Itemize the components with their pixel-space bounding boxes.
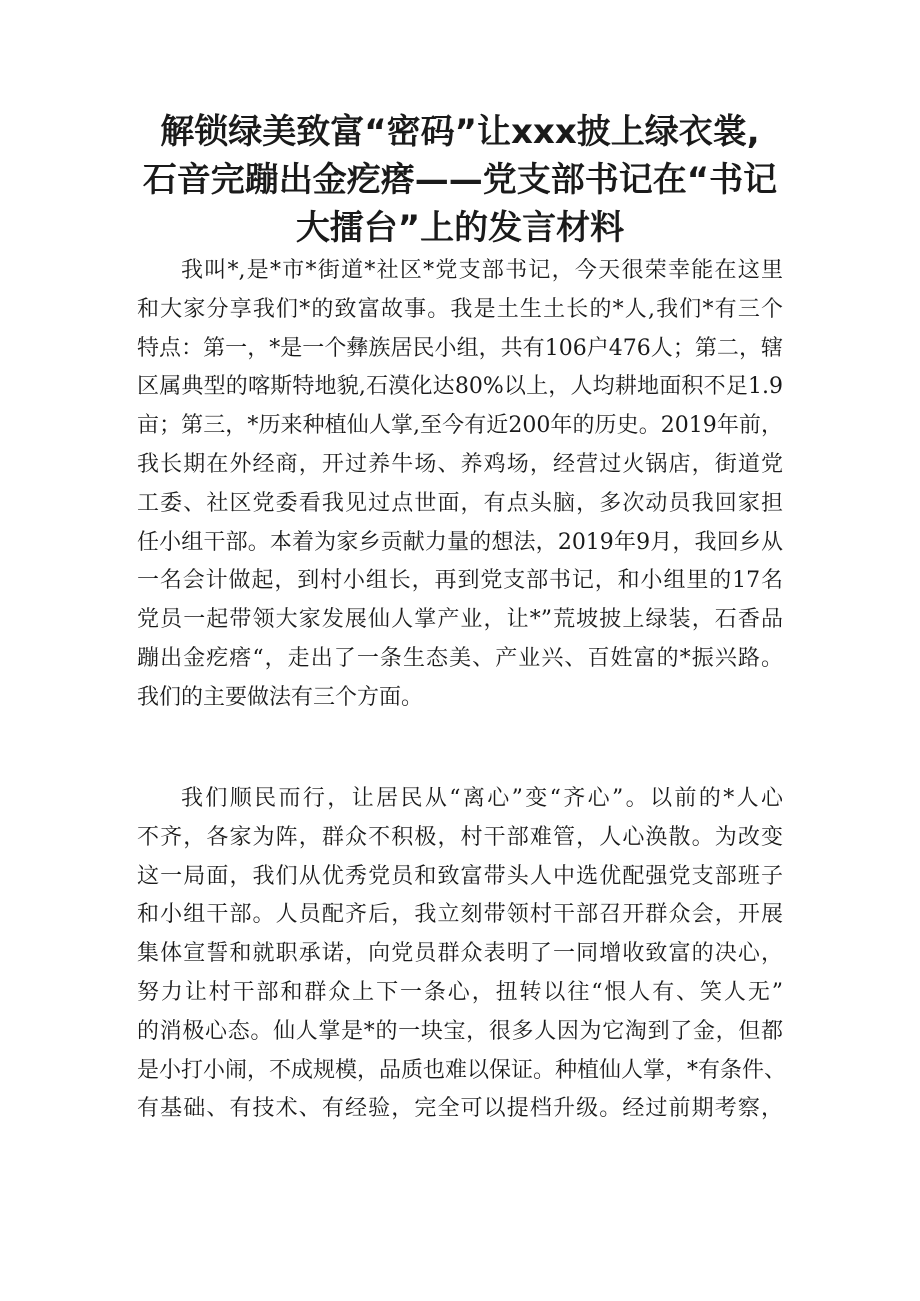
title-line: 大擂台”上的发言材料: [295, 208, 625, 248]
text-line: 我长期在外经商，开过养牛场、养鸡场，经营过火锅店，街道党: [137, 451, 783, 477]
text-line: 我们的主要做法有三个方面。: [137, 684, 424, 710]
text-line: 蹦出金疙瘩“，走出了一条生态美、产业兴、百姓富的*振兴路。: [137, 645, 783, 671]
text-line: 和大家分享我们*的致富故事。我是土生土长的*人,我们*有三个: [137, 296, 783, 322]
paragraph-intro: [137, 252, 783, 718]
text-line: 有基础、有技术、有经验，完全可以提档升级。经过前期考察，: [137, 1096, 783, 1122]
text-line: 我们顺民而行，让居民从“离心”变“齐心”。以前的*人心: [181, 786, 783, 811]
text-line: 亩；第三，*历来种植仙人掌,至今有近200年的历史。2019年前，: [137, 413, 783, 439]
text-line: 工委、社区党委看我见过点世面，有点头脑，多次动员我回家担: [137, 490, 783, 516]
text-line: 任小组干部。本着为家乡贡献力量的想法，2019年9月，我回乡从: [137, 529, 783, 555]
title-line: 解锁绿美致富“密码”让xxx披上绿衣裳,: [160, 112, 760, 152]
title-line: 石音完蹦出金疙瘩——党支部书记在“书记: [142, 160, 778, 200]
text-line: 党员一起带领大家发展仙人掌产业，让*”荒坡披上绿装，石香品: [137, 607, 783, 633]
text-line: 是小打小闹，不成规模，品质也难以保证。种植仙人掌，*有条件、: [137, 1057, 787, 1083]
text-line: 努力让村干部和群众上下一条心，扭转以往“恨人有、笑人无”: [137, 979, 783, 1005]
document-title: [120, 108, 800, 252]
text-line: 的消极心态。仙人掌是*的一块宝，很多人因为它淘到了金，但都: [137, 1018, 783, 1044]
paragraph-section-one: [137, 780, 787, 1129]
text-line: 集体宣誓和就职承诺，向党员群众表明了一同增收致富的决心，: [137, 941, 783, 967]
text-line: 和小组干部。人员配齐后，我立刻带领村干部召开群众会，开展: [137, 902, 783, 928]
text-line: 特点：第一，*是一个彝族居民小组，共有106户476人；第二，辖: [137, 335, 783, 361]
text-line: 区属典型的喀斯特地貌,石漠化达80%以上，人均耕地面积不足1.9: [137, 374, 783, 400]
text-line: 我叫*,是*市*街道*社区*党支部书记，今天很荣幸能在这里: [181, 258, 783, 283]
text-line: 这一局面，我们从优秀党员和致富带头人中选优配强党支部班子: [137, 863, 783, 889]
text-line: 一名会计做起，到村小组长，再到党支部书记，和小组里的17名: [137, 568, 783, 594]
text-line: 不齐，各家为阵，群众不积极，村干部难管，人心涣散。为改变: [137, 824, 783, 850]
